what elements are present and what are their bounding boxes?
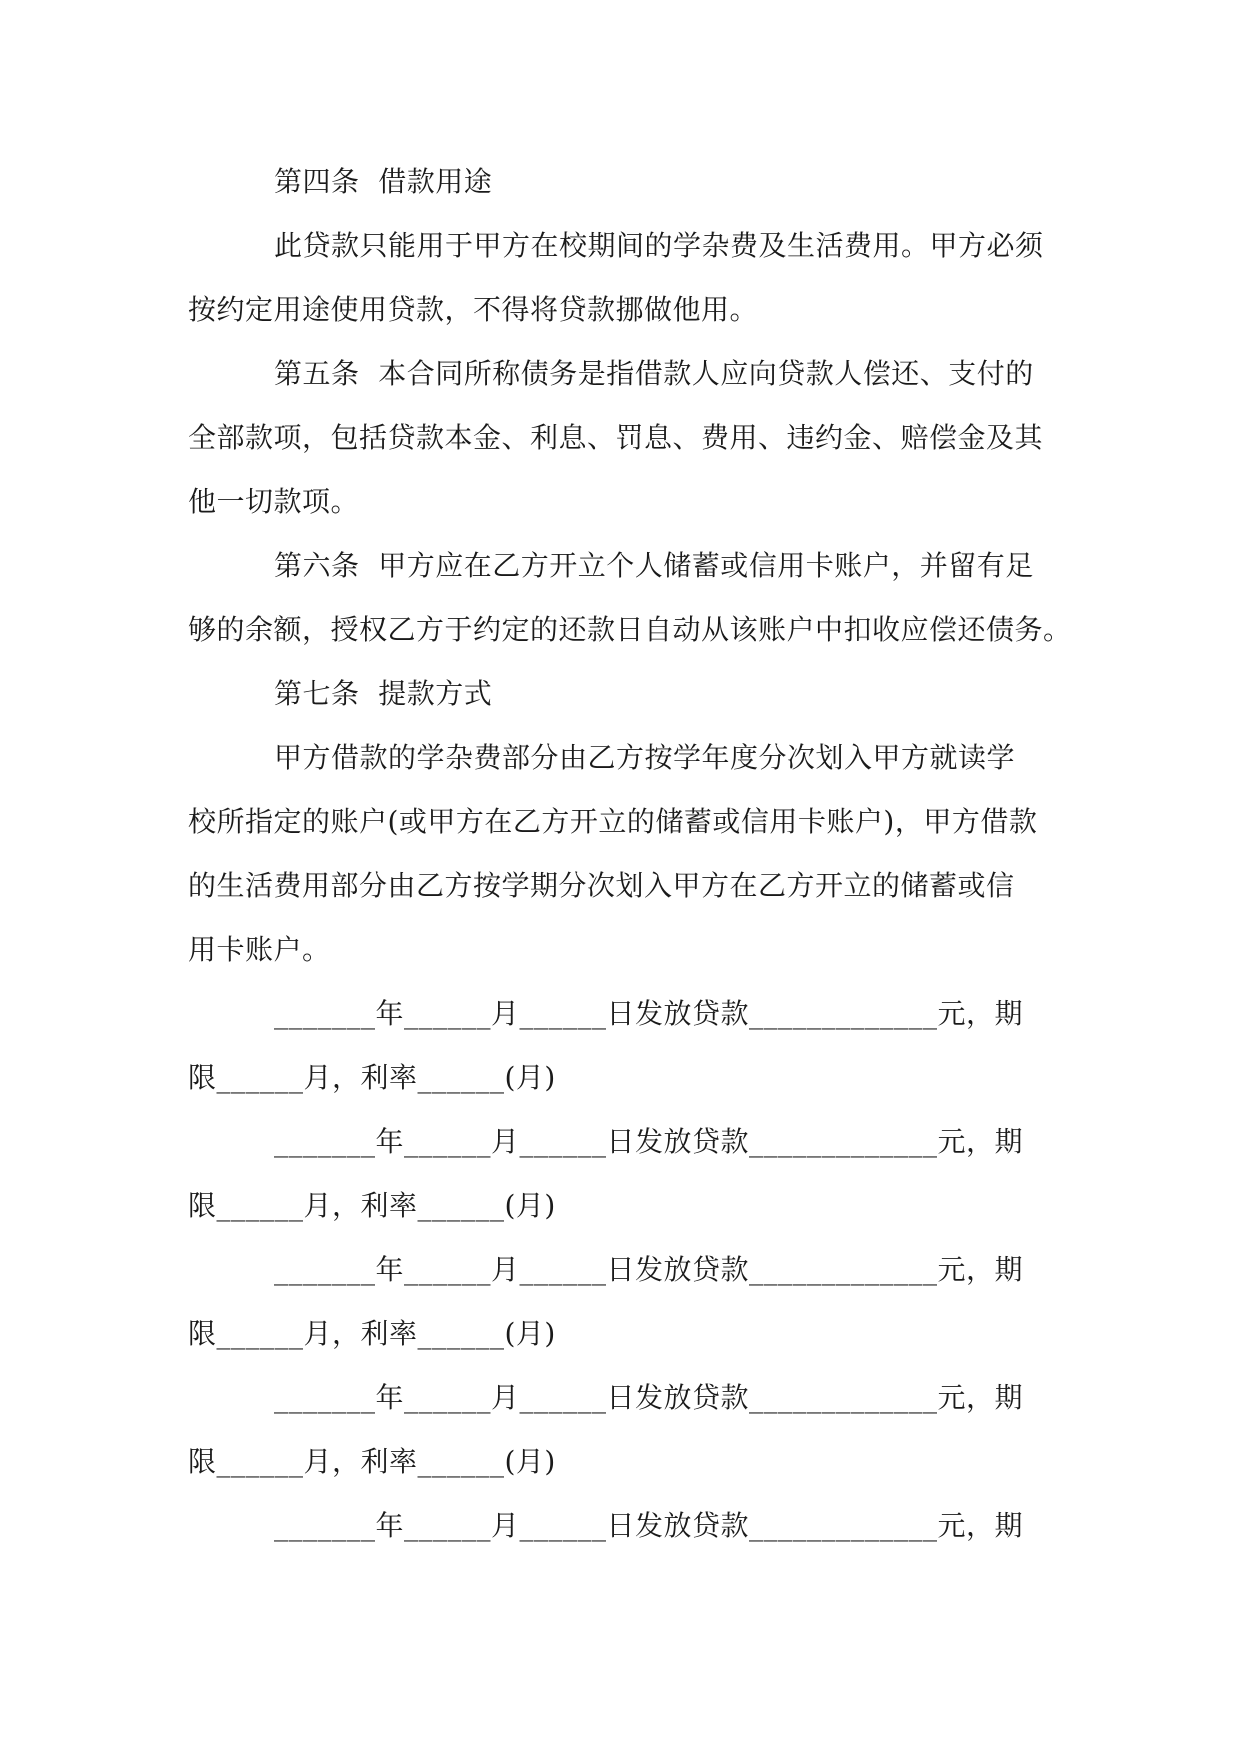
paragraph-line: 够的余额，授权乙方于约定的还款日自动从该账户中扣收应偿还债务。 xyxy=(188,613,1072,646)
loan-entry-line: _______年______月______日发放贷款_____________元，期 xyxy=(274,1509,1024,1542)
paragraph-line: 全部款项，包括贷款本金、利息、罚息、费用、违约金、赔偿金及其 xyxy=(188,421,1044,454)
paragraph-line: 校所指定的账户(或甲方在乙方开立的储蓄或信用卡账户)，甲方借款 xyxy=(188,805,1038,838)
loan-entry-line: _______年______月______日发放贷款_____________元，期 xyxy=(274,1125,1024,1158)
article-7-heading: 第七条 提款方式 xyxy=(274,677,493,710)
loan-entry-line: _______年______月______日发放贷款_____________元，期 xyxy=(274,1381,1024,1414)
paragraph-line: 此贷款只能用于甲方在校期间的学杂费及生活费用。甲方必须 xyxy=(274,229,1044,262)
paragraph-line: 按约定用途使用贷款，不得将贷款挪做他用。 xyxy=(188,293,759,326)
article-5-heading: 第五条 本合同所称债务是指借款人应向贷款人偿还、支付的 xyxy=(274,357,1034,390)
article-6-heading: 第六条 甲方应在乙方开立个人储蓄或信用卡账户，并留有足 xyxy=(274,549,1034,582)
loan-entry-line: _______年______月______日发放贷款_____________元，期 xyxy=(274,1253,1024,1286)
article-4-heading: 第四条 借款用途 xyxy=(274,165,493,198)
loan-term-line: 限______月，利率______(月) xyxy=(188,1445,556,1478)
paragraph-line: 用卡账户。 xyxy=(188,933,331,966)
loan-term-line: 限______月，利率______(月) xyxy=(188,1317,556,1350)
loan-term-line: 限______月，利率______(月) xyxy=(188,1061,556,1094)
paragraph-line: 的生活费用部分由乙方按学期分次划入甲方在乙方开立的储蓄或信 xyxy=(188,869,1015,902)
loan-term-line: 限______月，利率______(月) xyxy=(188,1189,556,1222)
loan-entry-line: _______年______月______日发放贷款_____________元，期 xyxy=(274,997,1024,1030)
paragraph-line: 甲方借款的学杂费部分由乙方按学年度分次划入甲方就读学 xyxy=(274,741,1016,774)
paragraph-line: 他一切款项。 xyxy=(188,485,360,518)
